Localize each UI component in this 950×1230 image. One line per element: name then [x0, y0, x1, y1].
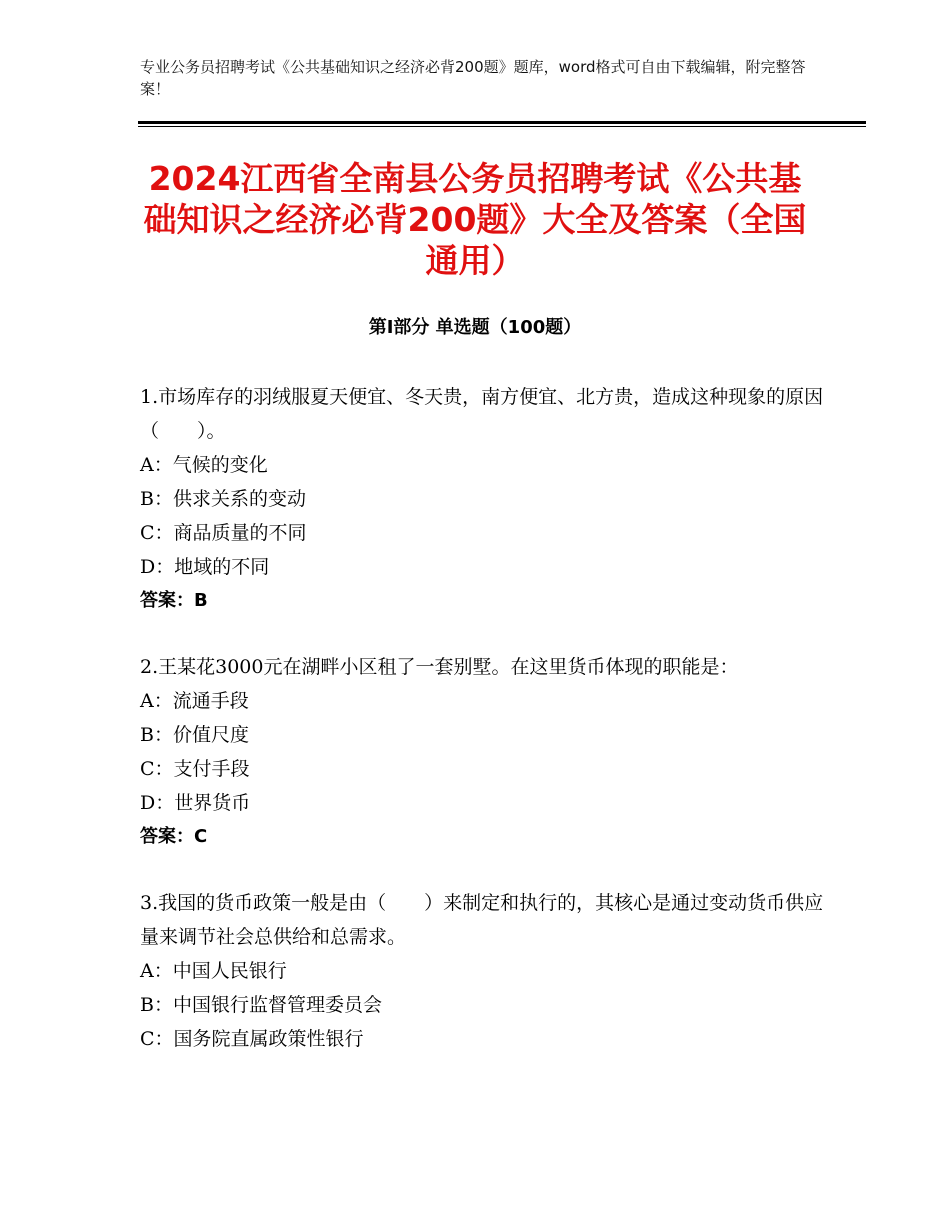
option-b: B：价值尺度 [140, 724, 249, 746]
option-c: C：商品质量的不同 [140, 522, 307, 544]
question-1 [140, 380, 840, 618]
answer: 答案：B [140, 590, 208, 611]
question-stem: 3.我国的货币政策一般是由（ ）来制定和执行的，其核心是通过变动货币供应量来调节社会总供给和总需求。 [140, 892, 824, 948]
option-a: A：气候的变化 [140, 454, 268, 476]
option-d: D：地域的不同 [140, 556, 270, 578]
answer: 答案：C [140, 826, 208, 847]
header-rule-thin [138, 126, 866, 127]
option-c: C：支付手段 [140, 758, 250, 780]
header-note: 专业公务员招聘考试《公共基础知识之经济必背200题》题库，word格式可自由下载编辑，附完整答案！ [140, 58, 806, 98]
header-rule-thick [138, 121, 866, 124]
option-a: A：流通手段 [140, 690, 249, 712]
option-c: C：国务院直属政策性银行 [140, 1028, 364, 1050]
question-2 [140, 650, 840, 854]
question-list [140, 380, 840, 1088]
question-stem: 1.市场库存的羽绒服夏天便宜、冬天贵，南方便宜、北方贵，造成这种现象的原因（ ）。 [140, 386, 824, 442]
document-title: 2024江西省全南县公务员招聘考试《公共基础知识之经济必背200题》大全及答案（全国通用） [143, 159, 807, 280]
option-b: B：中国银行监督管理委员会 [140, 994, 382, 1016]
option-d: D：世界货币 [140, 792, 251, 814]
question-3 [140, 886, 840, 1056]
option-a: A：中国人民银行 [140, 960, 287, 982]
section-heading: 第Ⅰ部分 单选题（100题） [368, 317, 582, 338]
option-b: B：供求关系的变动 [140, 488, 306, 510]
question-stem: 2.王某花3000元在湖畔小区租了一套别墅。在这里货币体现的职能是： [140, 656, 739, 678]
